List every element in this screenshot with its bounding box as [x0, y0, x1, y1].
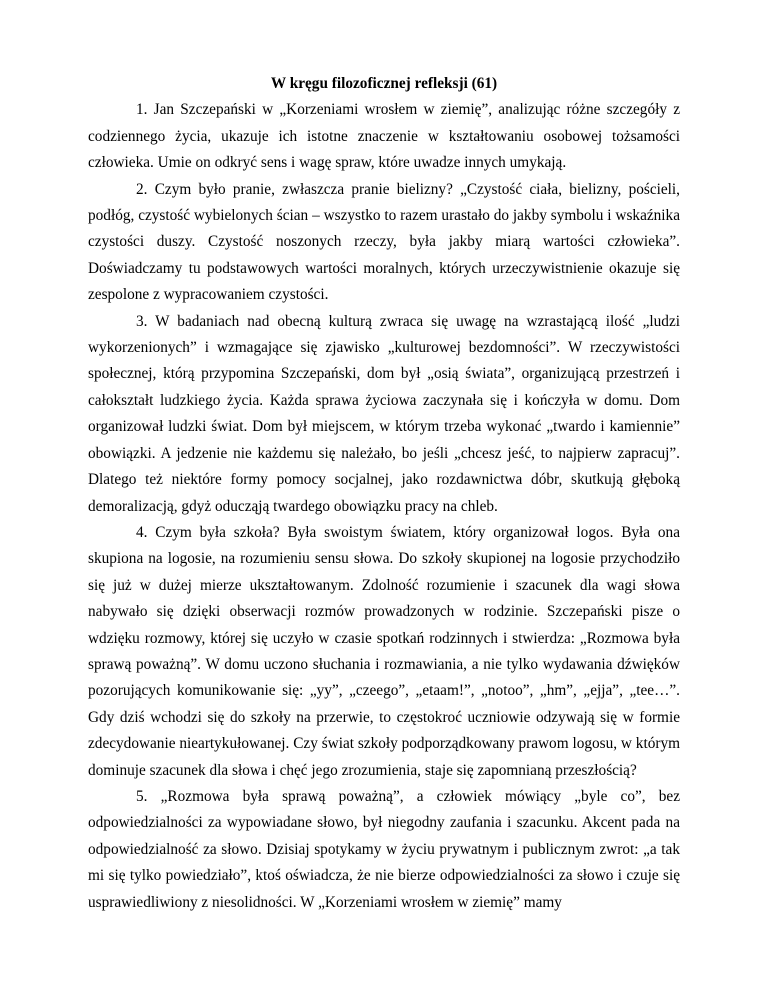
paragraph-5: 5. „Rozmowa była sprawą poważną”, a człowiek mówiący „byle co”, bez odpowiedzialności za wypowiadane słowo, był niegodny zaufania i szacunku. Akcent pada na odpowiedzialność za słowo. Dzisiaj spotykamy w życiu prywatnym i publicznym zwrot: „a tak mi się tylko powiedziało”, ktoś oświadcza, że nie bierze odpowiedzialności za słowo i czuje się usprawiedliwiony z niesolidności. W „Korzeniami wrosłem w ziemię” mamy — [88, 787, 680, 911]
paragraph-2: 2. Czym było pranie, zwłaszcza pranie bielizny? „Czystość ciała, bielizny, pościeli, podłóg, czystość wybielonych ścian – wszystko to razem urastało do jakby symbolu i wskaźnika czystości duszy. Czystość noszonych rzeczy, była jakby miarą wartości człowieka”. Doświadczamy tu podstawowych wartości moralnych, których urzeczywistnienie okazuje się zespolone z wypracowaniem czystości. — [88, 180, 680, 304]
paragraph-3: 3. W badaniach nad obecną kulturą zwraca się uwagę na wzrastającą ilość „ludzi wykorzenionych” i wzmagające się zjawisko „kulturowej bezdomności”. W rzeczywistości społecznej, którą przypomina Szczepański, dom był „osią świata”, organizującą przestrzeń i całokształt ludzkiego życia. Każda sprawa życiowa zaczynała się i kończyła w domu. Dom organizował ludzki świat. Dom był miejscem, w którym trzeba wykonać „twardo i kamiennie” obowiązki. A jedzenie nie każdemu się należało, bo jeśli „chcesz jeść, to najpierw zapracuj”. Dlatego też niektóre formy pomocy socjalnej, jako rozdawnictwa dóbr, skutkują głęboką demoralizacją, gdyż oducząją twardego obowiązku pracy na chleb. — [88, 312, 680, 515]
paragraph-1: 1. Jan Szczepański w „Korzeniami wrosłem w ziemię”, analizując różne szczegóły z codziennego życia, ukazuje ich istotne znaczenie w kształtowaniu osobowej tożsamości człowieka. Umie on odkryć sens i wagę spraw, które uwadze innych umykają. — [88, 101, 680, 172]
document-title: W kręgu filozoficznej refleksji (61) — [270, 75, 498, 92]
paragraph-4: 4. Czym była szkoła? Była swoistym światem, który organizował logos. Była ona skupiona na logosie, na rozumieniu sensu słowa. Do szkoły skupionej na logosie przychodziło się już w dużej mierze ukształtowanym. Zdolność rozumienie i szacunek dla wagi słowa nabywało się dzięki obserwacji rozmów prowadzonych w rodzinie. Szczepański pisze o wdzięku rozmowy, której się uczyło w czasie spotkań rodzinnych i stwierdza: „Rozmowa była sprawą poważną”. W domu uczono słuchania i rozmawiania, a nie tylko wydawania dźwięków pozorujących komunikowanie się: „yy”, „czeego”, „etaam!”, „notoo”, „hm”, „ejja”, „tee…”. Gdy dziś wchodzi się do szkoły na przerwie, to częstokroć uczniowie odzywają się w formie zdecydowanie nieartykułowanej. Czy świat szkoły podporządkowany prawom logosu, w którym dominuje szacunek dla słowa i chęć jego zrozumienia, staje się zapomnianą przeszłością? — [88, 523, 680, 779]
document-page — [88, 71, 680, 916]
